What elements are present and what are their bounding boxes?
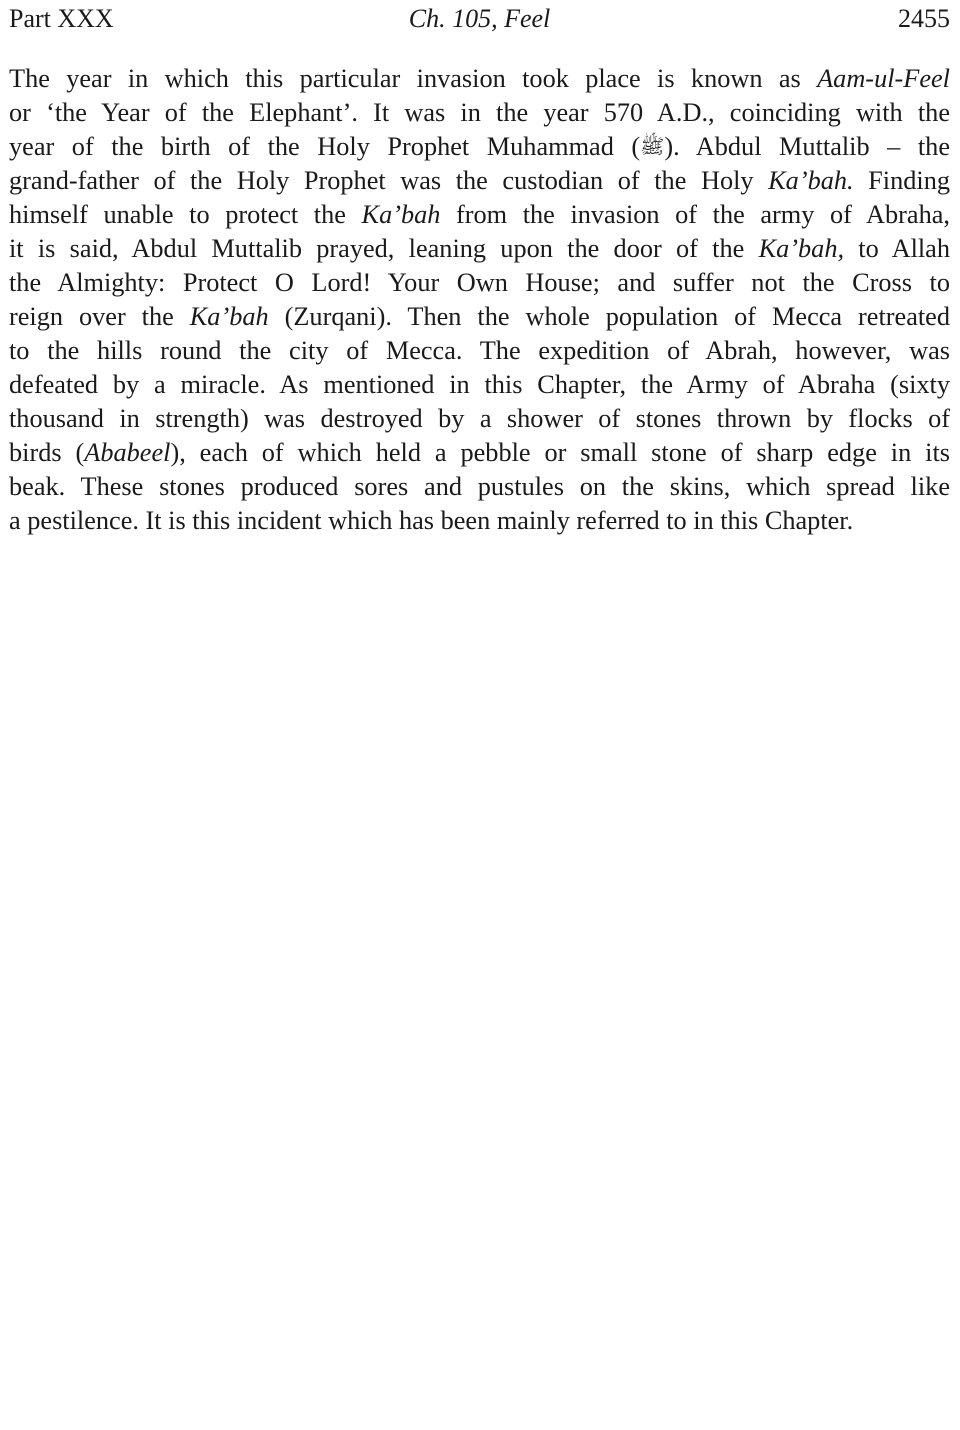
- text-line: beak. These stones produced sores and pustules on the skins, which spread like: [9, 472, 950, 501]
- body-paragraph: [9, 62, 950, 538]
- page-number: 2455: [898, 4, 950, 33]
- text-line: The year in which this particular invasion took place is known as Aam-ul-Feel: [9, 64, 950, 93]
- text-line: thousand in strength) was destroyed by a shower of stones thrown by flocks of: [9, 404, 950, 433]
- honorific-glyph: ﷺ: [640, 136, 665, 158]
- term-aam-ul-feel: Aam-ul-Feel: [817, 64, 950, 93]
- text-line: to the hills round the city of Mecca. The expedition of Abrah, however, was: [9, 336, 950, 365]
- text-line: birds (Ababeel), each of which held a pebble or small stone of sharp edge in its: [9, 438, 950, 467]
- part-label: Part XXX: [9, 4, 114, 33]
- text-line: it is said, Abdul Muttalib prayed, leaning upon the door of the Ka’bah, to Allah: [9, 234, 950, 263]
- term-kabah: Ka’bah,: [758, 234, 845, 263]
- term-ababeel: Ababeel: [84, 438, 171, 467]
- term-kabah: Ka’bah.: [768, 166, 854, 195]
- text-line: year of the birth of the Holy Prophet Muhammad (ﷺ). Abdul Muttalib – the: [9, 132, 950, 161]
- chapter-title: Ch. 105, Feel: [408, 4, 551, 33]
- term-kabah: Ka’bah: [361, 200, 441, 229]
- text-line: a pestilence. It is this incident which has been mainly referred to in this Chapter.: [9, 506, 854, 535]
- text-line: reign over the Ka’bah (Zurqani). Then the whole population of Mecca retreated: [9, 302, 951, 331]
- text-line: defeated by a miracle. As mentioned in this Chapter, the Army of Abraha (sixty: [9, 370, 950, 399]
- term-kabah: Ka’bah: [189, 302, 269, 331]
- text-line: himself unable to protect the Ka’bah from the invasion of the army of Abraha,: [9, 200, 950, 229]
- text-line: the Almighty: Protect O Lord! Your Own House; and suffer not the Cross to: [9, 268, 950, 297]
- running-header: [9, 3, 950, 35]
- text-line: or ‘the Year of the Elephant’. It was in the year 570 A.D., coinciding with the: [9, 98, 950, 127]
- text-line: grand-father of the Holy Prophet was the custodian of the Holy Ka’bah. Finding: [9, 166, 950, 195]
